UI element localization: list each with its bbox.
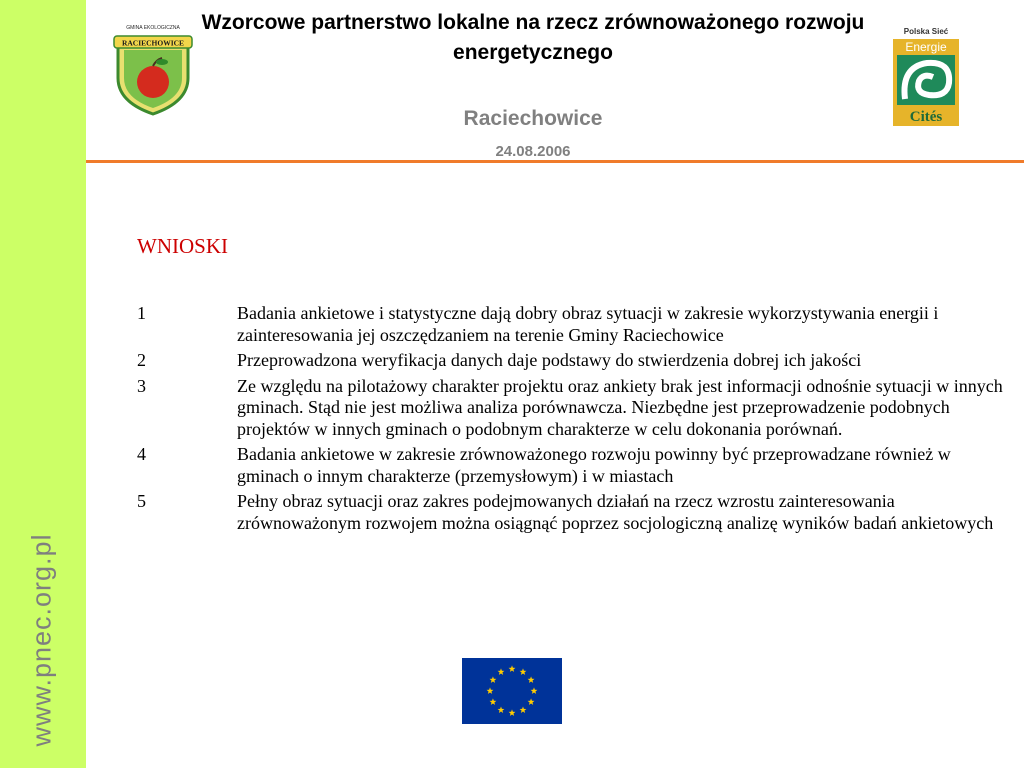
item-number: 2	[137, 350, 146, 370]
conclusions-list	[137, 303, 1007, 538]
list-item	[137, 303, 1007, 346]
crest-top-text: GMINA EKOLOGICZNA	[126, 25, 180, 31]
raciechowice-crest-logo	[110, 20, 196, 116]
crest-banner-text: RACIECHOWICE	[121, 38, 185, 48]
cites-word: Cités	[909, 109, 943, 125]
item-text: Ze względu na pilotażowy charakter projektu oraz ankiety brak jest informacji odnośnie sytuacji w innych gminach. Stąd nie jest możliwa analiza porównawcza. Niezbędne jest przeprowadzenie podobnych projektów w innych gminach o podobnym charakterze w celu dokonania porównań.	[237, 375, 1003, 439]
list-item	[137, 444, 1007, 487]
item-number: 3	[137, 375, 146, 396]
list-item	[137, 350, 1007, 372]
item-number: 1	[137, 303, 146, 323]
list-item	[137, 491, 1007, 534]
eu-flag-icon	[462, 658, 562, 724]
page-title: Wzorcowe partnerstwo lokalne na rzecz zrównoważonego rozwoju energetycznego	[201, 11, 865, 64]
energie-cites-label: Polska Sieć	[903, 27, 949, 36]
energie-cites-logo	[893, 27, 959, 126]
header-divider	[86, 160, 1024, 163]
item-text: Przeprowadzona weryfikacja danych daje podstawy do stwierdzenia dobrej ich jakości	[237, 350, 862, 370]
website-url: www.pnec.org.pl	[26, 533, 57, 747]
energie-word: Energie	[905, 40, 947, 54]
header-place: Raciechowice	[463, 107, 603, 130]
item-text: Pełny obraz sytuacji oraz zakres podejmowanych działań na rzecz wzrostu zainteresowania zrównoważonym rozwojem można osiągnąć poprzez socjologiczną analizę wyników badań ankietowych	[237, 491, 994, 533]
section-title: WNIOSKI	[137, 234, 228, 258]
item-text: Badania ankietowe w zakresie zrównoważonego rozwoju powinny być przeprowadzane również w gminach o innym charakterze (przemysłowym) i w miastach	[237, 444, 951, 486]
item-number: 5	[137, 491, 146, 511]
item-text: Badania ankietowe i statystyczne dają dobry obraz sytuacji w zakresie wykorzystywania energii i zainteresowania jej oszczędzaniem na terenie Gminy Raciechowice	[237, 303, 939, 345]
header-date: 24.08.2006	[495, 143, 571, 160]
item-number: 4	[137, 444, 146, 464]
list-item	[137, 376, 1007, 441]
